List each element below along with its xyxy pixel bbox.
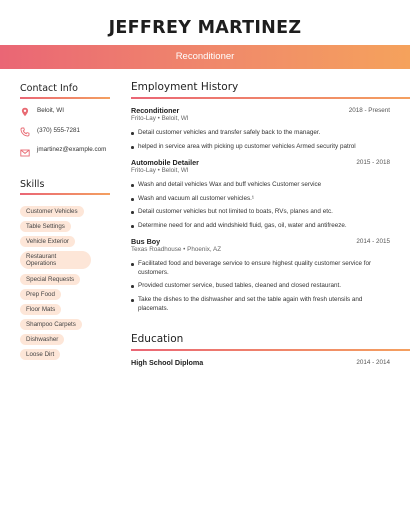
job-bullet: Wash and vacuum all customer vehicles.¹ [138,195,390,204]
contact-email [20,146,112,158]
job-title: Bus Boy [131,237,161,246]
skills-section-title: Skills [20,179,45,190]
skill-chip: Prep Food [20,289,61,300]
contact-phone [20,127,112,137]
job-bullet: Wash and detail vehicles Wax and buff vehicles Customer service [138,181,390,190]
job-company-line [131,167,189,174]
separator-dot: • [157,167,162,174]
job-company-line [131,115,189,122]
resume-name: JEFFREY MARTINEZ [108,18,302,38]
education-dates: 2014 - 2014 [356,359,390,366]
education-section-rule [131,349,410,351]
envelope-icon [20,148,30,158]
job-company: Frito-Lay [131,115,156,122]
job-company: Texas Roadhouse [131,246,182,253]
phone-icon [20,127,30,137]
job-bullet: Take the dishes to the dishwasher and set the table again with fresh utensils and placemats. [138,296,390,313]
skill-chip: Dishwasher [20,334,64,345]
skill-chip: Special Requests [20,274,80,285]
contact-section-rule [20,97,110,99]
skill-chip: Table Settings [20,221,71,232]
contact-section-title: Contact Info [20,83,78,94]
job-dates: 2014 - 2015 [356,238,390,245]
job-bullet: Detail customer vehicles and transfer safely back to the manager. [138,129,390,138]
skill-chip: Shampoo Carpets [20,319,82,330]
job-title: Automobile Detailer [131,158,199,167]
job-company: Frito-Lay [131,167,156,174]
job-location: Beloit, WI [161,167,189,174]
skill-chip: Customer Vehicles [20,206,84,217]
separator-dot: • [183,246,188,253]
job-bullet: Detail customer vehicles but not limited to boats, RVs, planes and etc. [138,208,390,217]
separator-dot: • [157,115,162,122]
contact-phone-text: (370) 555-7281 [37,127,81,134]
job-title: Reconditioner [131,106,180,115]
education-section-title: Education [131,333,184,345]
job-bullet: Facilitated food and beverage service to ensure highest quality customer service for customers. [138,260,390,277]
education-degree: High School Diploma [131,358,204,367]
job-location: Phoenix, AZ [187,246,222,253]
skill-chip: Loose Dirt [20,349,60,360]
employment-section-title: Employment History [131,81,239,93]
skills-section-rule [20,193,110,195]
job-bullet: helped in service area with picking up customer vehicles Armed security patrol [138,143,390,152]
job-bullet: Determine need for and add windshield fluid, gas, oil, water and antifreeze. [138,222,390,231]
job-location: Beloit, WI [161,115,189,122]
skill-chip: Restaurant Operations [20,251,91,269]
skill-chip: Floor Mats [20,304,61,315]
job-dates: 2018 - Present [348,107,390,114]
job-company-line [131,246,221,253]
skill-chip: Vehicle Exterior [20,236,75,247]
job-dates: 2015 - 2018 [356,159,390,166]
contact-location-text: Beloit, WI [37,107,64,114]
employment-section-rule [131,97,410,99]
location-pin-icon [20,107,30,117]
contact-location [20,107,112,117]
contact-email-text[interactable]: jmartinez@example.com [37,146,107,153]
job-bullet: Provided customer service, bused tables, cleaned and closed restaurant. [138,282,390,291]
headline-banner: Reconditioner [0,45,410,69]
